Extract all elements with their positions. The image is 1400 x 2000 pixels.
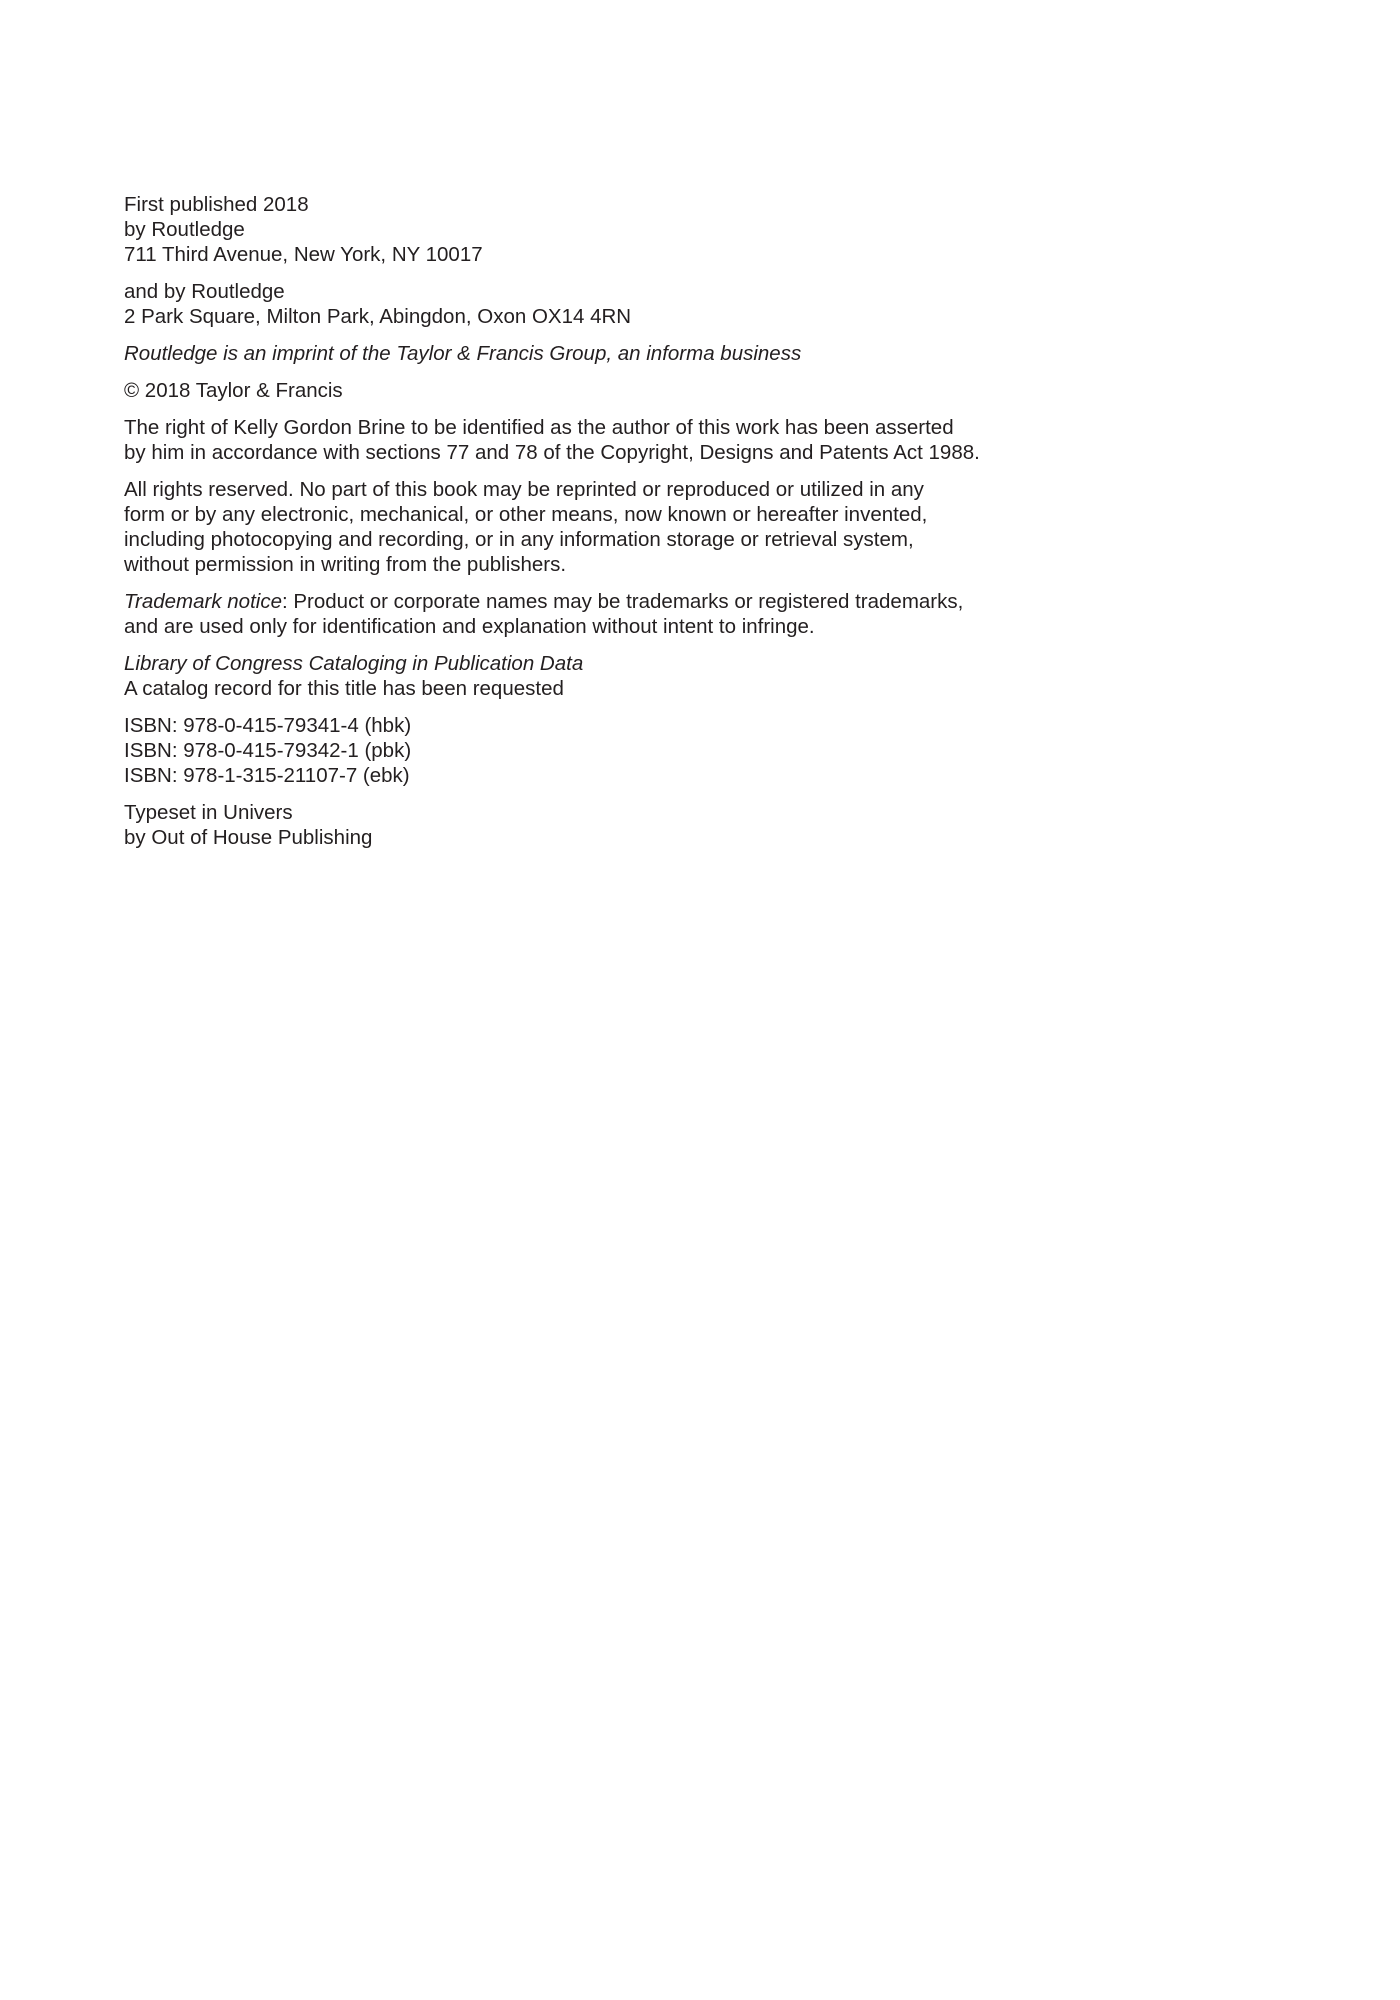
uk-address-line: 2 Park Square, Milton Park, Abingdon, Oxon OX14 4RN bbox=[124, 305, 632, 328]
trademark-label: Trademark notice bbox=[124, 590, 282, 613]
rights-reserved-block bbox=[124, 477, 1124, 577]
copyright-line: © 2018 Taylor & Francis bbox=[124, 379, 343, 402]
moral-rights-block bbox=[124, 415, 1124, 465]
isbn-ebook: ISBN: 978-1-315-21107-7 (ebk) bbox=[124, 764, 410, 787]
moral-rights-line: by him in accordance with sections 77 and 78 of the Copyright, Designs and Patents Act 1988. bbox=[124, 441, 980, 464]
cataloging-heading: Library of Congress Cataloging in Publication Data bbox=[124, 652, 584, 675]
publisher-line: by Routledge bbox=[124, 218, 245, 241]
rights-reserved-line: without permission in writing from the publishers. bbox=[124, 553, 567, 576]
trademark-text: : Product or corporate names may be trademarks or registered trademarks, bbox=[281, 590, 964, 613]
copyright-block bbox=[124, 378, 1124, 403]
trademark-block bbox=[124, 589, 1124, 639]
isbn-hardback: ISBN: 978-0-415-79341-4 (hbk) bbox=[124, 714, 412, 737]
imprint-text bbox=[124, 192, 1124, 862]
cataloging-record: A catalog record for this title has been requested bbox=[124, 677, 564, 700]
first-publisher-block bbox=[124, 192, 1124, 267]
rights-reserved-line: form or by any electronic, mechanical, or other means, now known or hereafter invented, bbox=[124, 503, 928, 526]
typesetter-line: by Out of House Publishing bbox=[124, 826, 373, 849]
us-address-line: 711 Third Avenue, New York, NY 10017 bbox=[124, 243, 483, 266]
imprint-note: Routledge is an imprint of the Taylor & Francis Group, an informa business bbox=[124, 342, 802, 365]
imprint-note-block bbox=[124, 341, 1124, 366]
first-published-line: First published 2018 bbox=[124, 193, 309, 216]
trademark-line bbox=[124, 589, 1124, 614]
moral-rights-line: The right of Kelly Gordon Brine to be identified as the author of this work has been asserted bbox=[124, 416, 954, 439]
second-publisher-line: and by Routledge bbox=[124, 280, 285, 303]
isbn-block bbox=[124, 713, 1124, 788]
cataloging-block bbox=[124, 651, 1124, 701]
second-publisher-block bbox=[124, 279, 1124, 329]
typeset-block bbox=[124, 800, 1124, 850]
isbn-paperback: ISBN: 978-0-415-79342-1 (pbk) bbox=[124, 739, 412, 762]
rights-reserved-line: All rights reserved. No part of this book may be reprinted or reproduced or utilized in any bbox=[124, 478, 924, 501]
typeset-line: Typeset in Univers bbox=[124, 801, 293, 824]
rights-reserved-line: including photocopying and recording, or in any information storage or retrieval system, bbox=[124, 528, 914, 551]
trademark-line: and are used only for identification and explanation without intent to infringe. bbox=[124, 615, 815, 638]
